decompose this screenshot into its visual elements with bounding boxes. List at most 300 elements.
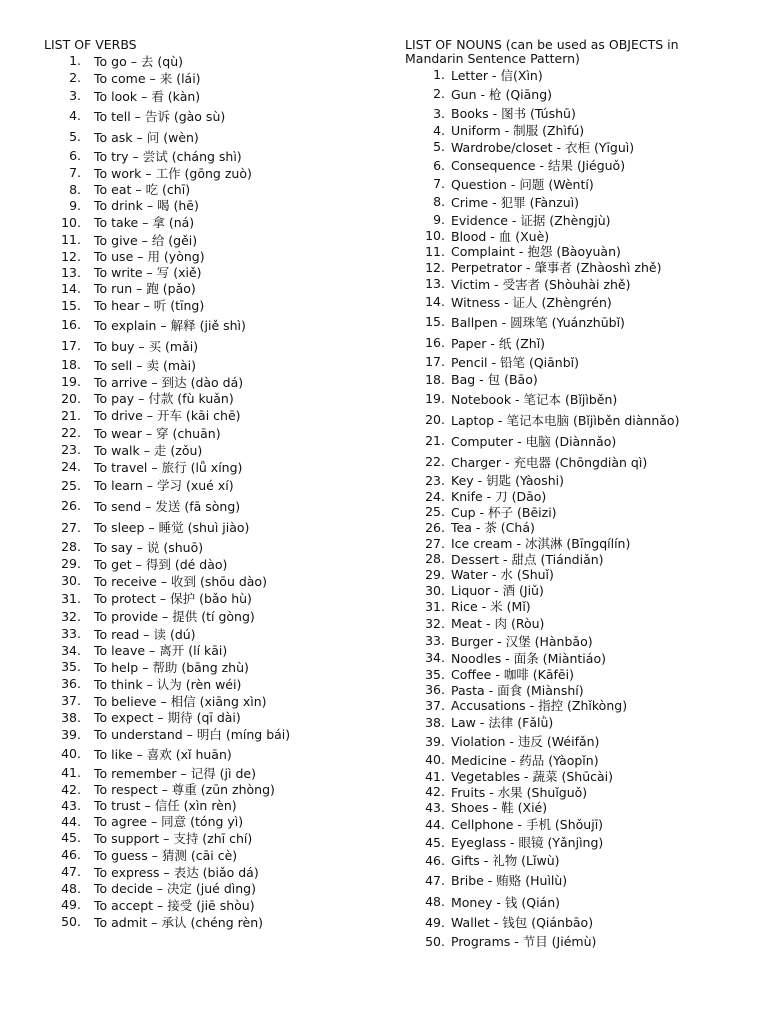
nouns-item-text: Paper - 纸 (Zhǐ) — [451, 335, 546, 351]
verbs-list-item — [44, 642, 374, 658]
verbs-list-item — [44, 441, 374, 458]
nouns-item-text: Charger - 充电器 (Chōngdiàn qì) — [451, 454, 648, 470]
nouns-item-number: 31. — [425, 598, 445, 614]
verbs-item-number: 24. — [61, 459, 81, 474]
nouns-item-number: 16. — [425, 335, 445, 350]
nouns-list-item — [405, 751, 735, 768]
nouns-item-number: 43. — [425, 799, 445, 815]
verbs-list-item — [44, 86, 374, 105]
nouns-list-item — [405, 409, 735, 430]
verbs-item-text: To send – 发送 (fā sòng) — [94, 498, 241, 514]
nouns-item-number: 28. — [425, 551, 445, 566]
nouns-item-text: Perpetrator - 肇事者 (Zhàoshì zhě) — [451, 260, 662, 275]
verbs-list-item — [44, 390, 374, 406]
nouns-item-number: 26. — [425, 519, 445, 535]
nouns-item-number: 35. — [425, 666, 445, 682]
nouns-item-text: Key - 钥匙 (Yàoshi) — [451, 473, 564, 488]
nouns-item-number: 25. — [425, 504, 445, 519]
nouns-item-number: 47. — [425, 872, 445, 888]
nouns-list-item — [405, 353, 735, 370]
verbs-item-text: To remember – 记得 (jì de) — [94, 765, 256, 781]
verbs-item-text: To help – 帮助 (bāng zhù) — [94, 659, 249, 675]
verbs-list-item — [44, 280, 374, 296]
verbs-list-item — [44, 406, 374, 424]
verbs-list-item — [44, 181, 374, 197]
verbs-item-number: 40. — [61, 746, 81, 761]
verbs-list-item — [44, 126, 374, 147]
nouns-list-item — [405, 451, 735, 472]
verbs-item-text: To provide – 提供 (tí gòng) — [94, 609, 255, 624]
verbs-item-number: 23. — [61, 442, 81, 457]
nouns-item-text: Fruits - 水果 (Shuǐguǒ) — [451, 784, 588, 800]
verbs-item-number: 4. — [69, 108, 81, 123]
verbs-list-item — [44, 475, 374, 495]
verbs-heading: LIST OF VERBS — [44, 37, 137, 52]
nouns-list-item — [405, 370, 735, 388]
verbs-list-item — [44, 335, 374, 356]
nouns-item-text: Dessert - 甜点 (Tiándiǎn) — [451, 551, 604, 567]
verbs-list-item — [44, 424, 374, 441]
verbs-item-text: To believe – 相信 (xiāng xìn) — [94, 693, 267, 709]
nouns-list-item — [405, 211, 735, 228]
verbs-item-number: 5. — [69, 129, 81, 144]
nouns-item-text: Cellphone - 手机 (Shǒujī) — [451, 817, 604, 832]
nouns-list-item — [405, 566, 735, 582]
nouns-item-number: 27. — [425, 535, 445, 551]
nouns-list-item — [405, 815, 735, 833]
verbs-item-number: 17. — [61, 338, 81, 353]
verbs-item-number: 30. — [61, 573, 81, 588]
nouns-item-number: 9. — [433, 212, 445, 227]
verbs-item-number: 6. — [69, 148, 81, 163]
verbs-item-number: 20. — [61, 390, 81, 406]
nouns-item-text: Victim - 受害者 (Shòuhài zhě) — [451, 276, 631, 292]
nouns-item-number: 6. — [433, 157, 445, 173]
nouns-item-text: Computer - 电脑 (Diànnǎo) — [451, 433, 617, 449]
nouns-list-item — [405, 731, 735, 751]
nouns-item-number: 4. — [433, 122, 445, 138]
verbs-item-text: To ask – 问 (wèn) — [94, 129, 199, 145]
nouns-item-number: 34. — [425, 650, 445, 665]
nouns-item-text: Law - 法律 (Fǎlǜ) — [451, 715, 554, 730]
verbs-list-item — [44, 813, 374, 829]
verbs-item-text: To protect – 保护 (bǎo hù) — [94, 591, 252, 606]
nouns-list-item — [405, 504, 735, 519]
verbs-item-number: 38. — [61, 709, 81, 725]
nouns-list-item — [405, 430, 735, 451]
verbs-list-item — [44, 248, 374, 264]
nouns-item-text: Bag - 包 (Bāo) — [451, 372, 538, 387]
verbs-list-item — [44, 373, 374, 390]
verbs-list-item — [44, 538, 374, 555]
nouns-item-text: Shoes - 鞋 (Xié) — [451, 800, 548, 815]
verbs-item-text: To wear – 穿 (chuān) — [94, 425, 221, 441]
nouns-item-text: Accusations - 指控 (Zhǐkòng) — [451, 698, 628, 713]
nouns-item-text: Eyeglass - 眼镜 (Yǎnjìng) — [451, 835, 604, 850]
verbs-item-number: 11. — [61, 232, 81, 247]
verbs-list-item — [44, 264, 374, 280]
verbs-item-number: 44. — [61, 813, 81, 829]
verbs-item-text: To try – 尝试 (cháng shì) — [94, 148, 242, 164]
verbs-item-text: To give – 给 (gěi) — [94, 232, 198, 248]
verbs-item-text: To express – 表达 (biǎo dá) — [94, 864, 259, 880]
nouns-item-number: 2. — [433, 86, 445, 101]
nouns-item-number: 49. — [425, 914, 445, 930]
verbs-item-number: 50. — [61, 914, 81, 929]
nouns-list-item — [405, 799, 735, 815]
verbs-item-number: 45. — [61, 830, 81, 845]
nouns-item-number: 23. — [425, 472, 445, 488]
nouns-item-text: Ice cream - 冰淇淋 (Bīngqílín) — [451, 536, 631, 551]
nouns-list-item — [405, 311, 735, 332]
verbs-item-text: To agree – 同意 (tóng yì) — [94, 814, 244, 829]
nouns-list-section — [405, 38, 735, 950]
verbs-item-text: To look – 看 (kàn) — [94, 88, 201, 104]
nouns-item-text: Laptop - 笔记本电脑 (Bǐjìběn diànnǎo) — [451, 412, 680, 428]
nouns-list-item — [405, 891, 735, 912]
verbs-item-number: 16. — [61, 317, 81, 332]
nouns-list-item — [405, 869, 735, 891]
nouns-item-text: Evidence - 证据 (Zhèngjù) — [451, 212, 611, 228]
nouns-list-item — [405, 598, 735, 614]
nouns-item-text: Tea - 茶 (Chá) — [451, 520, 535, 535]
verbs-list-item — [44, 458, 374, 475]
verbs-item-number: 47. — [61, 864, 81, 879]
verbs-item-text: To explain – 解释 (jiě shì) — [94, 317, 246, 333]
verbs-list-item — [44, 764, 374, 781]
nouns-list-item — [405, 259, 735, 275]
verbs-list-item — [44, 846, 374, 863]
verbs-item-text: To pay – 付款 (fù kuǎn) — [94, 391, 234, 406]
nouns-list-item — [405, 122, 735, 138]
verbs-list-item — [44, 829, 374, 846]
nouns-item-text: Wallet - 钱包 (Qiánbāo) — [451, 915, 594, 930]
verbs-list-item — [44, 692, 374, 709]
nouns-item-text: Programs - 节目 (Jiémù) — [451, 934, 597, 949]
nouns-item-number: 48. — [425, 894, 445, 909]
verbs-item-text: To guess – 猜测 (cāi cè) — [94, 847, 238, 863]
verbs-item-number: 13. — [61, 264, 81, 280]
verbs-item-text: To sell – 卖 (mài) — [94, 357, 197, 373]
nouns-item-number: 18. — [425, 371, 445, 387]
verbs-list-item — [44, 197, 374, 213]
verbs-item-number: 27. — [61, 519, 81, 535]
verbs-item-text: To run – 跑 (pǎo) — [94, 281, 196, 296]
verbs-item-text: To buy – 买 (mǎi) — [94, 338, 199, 354]
nouns-item-number: 14. — [425, 294, 445, 309]
verbs-item-number: 34. — [61, 642, 81, 658]
nouns-item-number: 13. — [425, 276, 445, 291]
nouns-item-number: 17. — [425, 354, 445, 369]
verbs-list-item — [44, 356, 374, 373]
verbs-item-text: To trust – 信任 (xìn rèn) — [94, 798, 237, 813]
verbs-list-item — [44, 296, 374, 314]
nouns-item-text: Violation - 违反 (Wéifǎn) — [451, 734, 600, 749]
verbs-list-item — [44, 231, 374, 248]
nouns-item-number: 38. — [425, 714, 445, 730]
verbs-item-text: To read – 读 (dú) — [94, 626, 196, 642]
verbs-item-text: To use – 用 (yòng) — [94, 249, 205, 264]
nouns-list-item — [405, 275, 735, 292]
verbs-list-item — [44, 709, 374, 725]
verbs-item-number: 37. — [61, 693, 81, 708]
verbs-item-text: To travel – 旅行 (lǚ xíng) — [94, 459, 243, 475]
nouns-list-item — [405, 932, 735, 950]
verbs-item-text: To expect – 期待 (qī dài) — [94, 710, 241, 725]
nouns-item-text: Pencil - 铅笔 (Qiānbǐ) — [451, 354, 580, 370]
nouns-item-text: Knife - 刀 (Dāo) — [451, 489, 547, 504]
verbs-list-item — [44, 625, 374, 642]
nouns-item-number: 32. — [425, 615, 445, 631]
nouns-list-item — [405, 682, 735, 697]
nouns-item-number: 36. — [425, 682, 445, 697]
nouns-item-text: Liquor - 酒 (Jiǔ) — [451, 583, 544, 598]
nouns-item-text: Water - 水 (Shuǐ) — [451, 567, 554, 582]
nouns-list-item — [405, 243, 735, 259]
verbs-item-text: To hear – 听 (tīng) — [94, 298, 205, 313]
verbs-item-text: To drive – 开车 (kāi chē) — [94, 408, 241, 423]
verbs-item-text: To receive – 收到 (shōu dào) — [94, 573, 267, 589]
verbs-item-text: To admit – 承认 (chéng rèn) — [94, 914, 263, 930]
nouns-item-number: 30. — [425, 582, 445, 598]
verbs-item-text: To get – 得到 (dé dào) — [94, 556, 228, 572]
nouns-item-text: Ballpen - 圆珠笔 (Yuánzhūbǐ) — [451, 314, 625, 330]
verbs-list-item — [44, 589, 374, 607]
nouns-list-item — [405, 388, 735, 409]
nouns-item-number: 19. — [425, 391, 445, 406]
verbs-item-number: 3. — [69, 88, 81, 103]
nouns-list-item — [405, 292, 735, 311]
nouns-item-number: 20. — [425, 412, 445, 427]
verbs-list-item — [44, 495, 374, 516]
nouns-item-text: Crime - 犯罪 (Fànzuì) — [451, 194, 579, 210]
verbs-item-number: 25. — [61, 477, 81, 493]
verbs-item-text: To understand – 明白 (míng bái) — [94, 727, 291, 742]
verbs-list-item — [44, 896, 374, 913]
nouns-heading: LIST OF NOUNS (can be used as OBJECTS in Mandarin Sentence Pattern) — [405, 37, 679, 66]
nouns-item-text: Blood - 血 (Xuè) — [451, 228, 550, 244]
verbs-item-number: 22. — [61, 425, 81, 440]
verbs-item-text: To support – 支持 (zhī chí) — [94, 830, 253, 846]
nouns-item-number: 22. — [425, 454, 445, 469]
nouns-list-item — [405, 582, 735, 598]
nouns-item-number: 24. — [425, 488, 445, 504]
verbs-item-text: To take – 拿 (ná) — [94, 215, 195, 230]
verbs-list — [44, 52, 374, 930]
nouns-item-text: Consequence - 结果 (Jiéguǒ) — [451, 158, 626, 173]
nouns-item-number: 12. — [425, 259, 445, 275]
nouns-list-item — [405, 472, 735, 488]
verbs-item-number: 33. — [61, 626, 81, 641]
nouns-item-number: 7. — [433, 176, 445, 191]
nouns-list-item — [405, 697, 735, 713]
verbs-item-number: 21. — [61, 407, 81, 423]
verbs-item-number: 2. — [69, 70, 81, 85]
verbs-item-number: 31. — [61, 590, 81, 606]
verbs-list-section — [44, 38, 374, 930]
nouns-list-item — [405, 851, 735, 869]
verbs-list-item — [44, 675, 374, 692]
nouns-item-text: Complaint - 抱怨 (Bàoyuàn) — [451, 244, 621, 259]
verbs-item-text: To come – 来 (lái) — [94, 70, 201, 86]
verbs-item-number: 18. — [61, 357, 81, 372]
nouns-item-number: 5. — [433, 139, 445, 154]
verbs-item-text: To learn – 学习 (xué xí) — [94, 478, 234, 493]
verbs-list-item — [44, 516, 374, 538]
nouns-item-text: Wardrobe/closet - 衣柜 (Yīguì) — [451, 139, 635, 155]
nouns-item-number: 42. — [425, 784, 445, 799]
verbs-list-item — [44, 314, 374, 335]
verbs-item-text: To sleep – 睡觉 (shuì jiào) — [94, 520, 250, 535]
nouns-list-item — [405, 138, 735, 155]
nouns-list-item — [405, 519, 735, 535]
verbs-list-item — [44, 797, 374, 813]
nouns-item-text: Bribe - 贿赂 (Huìlù) — [451, 873, 568, 888]
nouns-item-text: Coffee - 咖啡 (Kāfēi) — [451, 667, 574, 682]
verbs-item-number: 15. — [61, 297, 81, 313]
verbs-item-text: To like – 喜欢 (xǐ huān) — [94, 746, 232, 762]
verbs-item-text: To eat – 吃 (chī) — [94, 182, 191, 197]
verbs-list-item — [44, 147, 374, 164]
verbs-list-item — [44, 213, 374, 231]
nouns-list-item — [405, 833, 735, 851]
nouns-item-text: Witness - 证人 (Zhèngrén) — [451, 294, 612, 310]
verbs-item-text: To walk – 走 (zǒu) — [94, 442, 203, 458]
nouns-item-text: Notebook - 笔记本 (Bǐjìběn) — [451, 391, 618, 407]
verbs-list-item — [44, 658, 374, 675]
verbs-list-item — [44, 880, 374, 896]
nouns-list-item — [405, 175, 735, 192]
verbs-list-item — [44, 555, 374, 572]
nouns-list-item — [405, 632, 735, 649]
verbs-list-item — [44, 164, 374, 181]
verbs-item-number: 48. — [61, 880, 81, 896]
verbs-item-number: 49. — [61, 897, 81, 912]
verbs-item-text: To decide – 决定 (jué dìng) — [94, 881, 256, 896]
verbs-item-number: 14. — [61, 280, 81, 296]
nouns-item-number: 37. — [425, 697, 445, 713]
verbs-item-text: To accept – 接受 (jiē shòu) — [94, 897, 255, 913]
nouns-list — [405, 66, 735, 950]
nouns-item-number: 50. — [425, 933, 445, 949]
nouns-item-text: Cup - 杯子 (Bēizi) — [451, 504, 557, 520]
verbs-list-item — [44, 725, 374, 743]
nouns-item-number: 45. — [425, 834, 445, 850]
nouns-item-text: Noodles - 面条 (Miàntiáo) — [451, 650, 606, 666]
nouns-item-text: Rice - 米 (Mǐ) — [451, 599, 531, 614]
nouns-item-text: Uniform - 制服 (Zhìfú) — [451, 123, 585, 138]
nouns-item-text: Question - 问题 (Wèntí) — [451, 176, 594, 192]
nouns-list-item — [405, 649, 735, 666]
verbs-list-item — [44, 781, 374, 797]
verbs-item-number: 26. — [61, 498, 81, 513]
nouns-item-number: 29. — [425, 566, 445, 582]
nouns-item-text: Letter - 信(Xìn) — [451, 67, 543, 83]
verbs-item-number: 9. — [69, 197, 81, 213]
nouns-item-number: 8. — [433, 194, 445, 209]
nouns-item-text: Money - 钱 (Qián) — [451, 894, 561, 910]
nouns-item-number: 1. — [433, 67, 445, 82]
nouns-item-number: 10. — [425, 228, 445, 243]
verbs-list-item — [44, 913, 374, 930]
verbs-item-number: 32. — [61, 608, 81, 624]
verbs-item-text: To tell – 告诉 (gào sù) — [94, 108, 226, 124]
nouns-item-text: Vegetables - 蔬菜 (Shūcài) — [451, 769, 614, 784]
nouns-item-number: 11. — [425, 243, 445, 259]
verbs-item-text: To think – 认为 (rèn wéi) — [94, 676, 242, 692]
verbs-list-item — [44, 52, 374, 69]
nouns-list-item — [405, 614, 735, 632]
verbs-item-number: 1. — [69, 53, 81, 68]
nouns-item-text: Gifts - 礼物 (Lǐwù) — [451, 853, 560, 868]
nouns-list-item — [405, 192, 735, 211]
nouns-item-text: Gun - 枪 (Qiāng) — [451, 86, 553, 102]
nouns-item-text: Meat - 肉 (Ròu) — [451, 616, 545, 631]
verbs-item-text: To arrive – 到达 (dào dá) — [94, 374, 244, 390]
verbs-item-number: 41. — [61, 765, 81, 780]
nouns-item-number: 46. — [425, 852, 445, 868]
nouns-item-text: Books - 图书 (Túshū) — [451, 106, 576, 121]
verbs-list-item — [44, 69, 374, 86]
nouns-item-text: Burger - 汉堡 (Hànbǎo) — [451, 633, 593, 649]
verbs-item-text: To write – 写 (xiě) — [94, 265, 202, 280]
verbs-item-text: To go – 去 (qù) — [94, 53, 183, 69]
verbs-list-item — [44, 743, 374, 764]
verbs-item-number: 35. — [61, 659, 81, 674]
verbs-list-item — [44, 572, 374, 589]
verbs-item-text: To say – 说 (shuō) — [94, 539, 204, 555]
nouns-list-item — [405, 66, 735, 83]
nouns-item-number: 21. — [425, 433, 445, 448]
verbs-item-number: 46. — [61, 847, 81, 862]
nouns-item-number: 39. — [425, 733, 445, 749]
nouns-item-number: 41. — [425, 768, 445, 784]
verbs-item-text: To respect – 尊重 (zūn zhòng) — [94, 782, 275, 797]
nouns-list-item — [405, 155, 735, 175]
verbs-item-number: 29. — [61, 556, 81, 571]
nouns-item-number: 3. — [433, 105, 445, 121]
verbs-item-number: 36. — [61, 676, 81, 691]
verbs-item-number: 7. — [69, 165, 81, 180]
verbs-list-item — [44, 105, 374, 126]
verbs-item-text: To leave – 离开 (lí kāi) — [94, 643, 228, 658]
nouns-item-number: 15. — [425, 314, 445, 329]
verbs-item-number: 39. — [61, 726, 81, 742]
nouns-list-item — [405, 83, 735, 104]
verbs-item-number: 8. — [69, 181, 81, 197]
nouns-list-item — [405, 713, 735, 731]
nouns-list-item — [405, 784, 735, 799]
verbs-item-number: 10. — [61, 214, 81, 230]
nouns-item-number: 33. — [425, 633, 445, 648]
verbs-item-number: 12. — [61, 248, 81, 264]
nouns-list-item — [405, 551, 735, 566]
verbs-item-number: 19. — [61, 374, 81, 389]
nouns-list-item — [405, 912, 735, 932]
nouns-item-text: Pasta - 面食 (Miànshí) — [451, 682, 584, 698]
nouns-item-text: Medicine - 药品 (Yàopǐn) — [451, 752, 599, 768]
verbs-item-text: To drink – 喝 (hē) — [94, 198, 199, 213]
nouns-item-number: 44. — [425, 816, 445, 832]
nouns-list-item — [405, 332, 735, 353]
verbs-item-text: To work – 工作 (gōng zuò) — [94, 165, 252, 181]
verbs-list-item — [44, 607, 374, 625]
verbs-item-number: 28. — [61, 539, 81, 554]
verbs-item-number: 43. — [61, 797, 81, 813]
nouns-list-item — [405, 228, 735, 243]
nouns-list-item — [405, 104, 735, 122]
verbs-list-item — [44, 863, 374, 880]
